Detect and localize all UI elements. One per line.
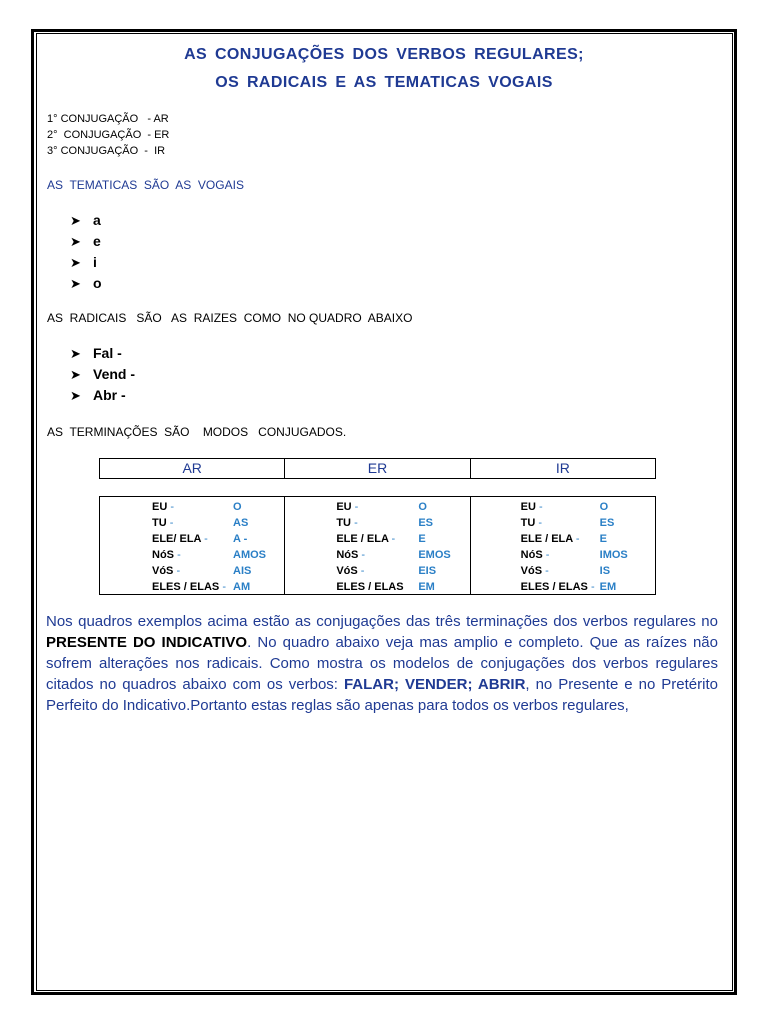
paragraph-text-2: . No quadro abaixo veja mas amplio e completo. Que as raízes não sofrem alterações nos radicais. Como mostra os modelos de conjugações dos verbos regulares citados no quadros abaixo com os verbos: bbox=[46, 634, 718, 693]
pronoun-dash: - bbox=[360, 565, 365, 577]
pronoun-text: NóS bbox=[520, 549, 543, 561]
paragraph-text-3: , no Presente e no Pretérito Perfeito do Indicativo.Portanto estas reglas são apenas para todos os verbos regulares, bbox=[46, 676, 718, 714]
pronoun-dash: - bbox=[545, 549, 550, 561]
conjugation-list bbox=[47, 111, 169, 159]
pronoun bbox=[521, 547, 550, 563]
verb-ending: O bbox=[418, 501, 427, 513]
pronoun-text: EU bbox=[152, 501, 168, 513]
arrow-bullet-icon: ➤ bbox=[70, 255, 81, 270]
table-row bbox=[285, 563, 469, 579]
pronoun bbox=[152, 547, 181, 563]
column-er bbox=[284, 497, 469, 594]
pronoun bbox=[521, 563, 549, 579]
verb-ending: O bbox=[233, 501, 242, 513]
table-row bbox=[285, 547, 469, 563]
pronoun-text: EU bbox=[520, 501, 536, 513]
pronoun-dash: - bbox=[204, 533, 208, 545]
pronoun-text: ELE/ ELA bbox=[152, 533, 202, 545]
verb-ending: AIS bbox=[233, 565, 252, 577]
table-row bbox=[471, 499, 655, 515]
pronoun-text: VóS bbox=[520, 565, 543, 577]
table-row bbox=[100, 531, 284, 547]
paragraph-bold-1: PRESENTE DO INDICATIVO bbox=[46, 634, 248, 651]
radicais-heading: AS RADICAIS SÃO AS RAIZES COMO NO QUADRO ABAIXO bbox=[47, 311, 413, 325]
pronoun bbox=[152, 531, 208, 547]
pronoun-text: VóS bbox=[152, 565, 174, 577]
pronoun-dash: - bbox=[169, 517, 174, 529]
conjugation-1: 1° CONJUGAÇÃO - AR bbox=[47, 113, 169, 125]
verb-ending: E bbox=[418, 533, 426, 545]
pronoun bbox=[521, 579, 595, 595]
table-row bbox=[285, 579, 469, 595]
pronoun bbox=[521, 499, 543, 515]
verb-ending: E bbox=[599, 533, 607, 545]
table-row bbox=[471, 579, 655, 595]
pronoun-dash: - bbox=[176, 565, 181, 577]
verb-ending: EMOS bbox=[418, 549, 451, 561]
document-title-line-2: OS RADICAIS E AS TEMATICAS VOGAIS bbox=[215, 74, 553, 91]
pronoun bbox=[336, 547, 365, 563]
column-ar bbox=[100, 497, 284, 594]
verb-ending: ES bbox=[599, 517, 615, 529]
explanation-paragraph bbox=[46, 611, 718, 716]
arrow-bullet-icon: ➤ bbox=[70, 234, 81, 249]
pronoun bbox=[521, 531, 580, 547]
list-item: ➤ Fal - bbox=[70, 343, 135, 364]
table-row bbox=[285, 499, 469, 515]
pronoun bbox=[152, 515, 173, 531]
pronoun bbox=[336, 531, 395, 547]
arrow-bullet-icon: ➤ bbox=[70, 388, 81, 403]
pronoun-text: TU bbox=[520, 517, 536, 529]
verb-ending: IMOS bbox=[599, 549, 628, 561]
terminacoes-heading: AS TERMINAÇÕES SÃO MODOS CONJUGADOS. bbox=[47, 425, 347, 439]
paragraph-text-1: Nos quadros exemplos acima estão as conjugações das três terminações dos verbos regulares no bbox=[46, 613, 718, 630]
pronoun-dash: - bbox=[538, 517, 543, 529]
arrow-bullet-icon: ➤ bbox=[70, 213, 81, 228]
arrow-bullet-icon: ➤ bbox=[70, 367, 81, 382]
table-row bbox=[100, 563, 284, 579]
pronoun bbox=[152, 563, 180, 579]
radicais-list bbox=[70, 343, 135, 406]
pronoun bbox=[152, 499, 174, 515]
verb-ending: IS bbox=[599, 565, 611, 577]
verb-ending: ES bbox=[418, 517, 434, 529]
table-row bbox=[471, 547, 655, 563]
pronoun-text: ELES / ELAS bbox=[520, 581, 588, 593]
list-item: ➤ o bbox=[70, 273, 102, 294]
pronoun-text: TU bbox=[152, 517, 167, 529]
table-row bbox=[100, 515, 284, 531]
conjugation-table bbox=[99, 496, 656, 595]
pronoun-dash: - bbox=[539, 501, 543, 513]
pronoun-dash: - bbox=[545, 565, 549, 577]
header-er: ER bbox=[284, 459, 469, 478]
conjugation-3: 3° CONJUGAÇÃO - IR bbox=[47, 145, 166, 157]
table-row bbox=[471, 515, 655, 531]
table-row bbox=[471, 563, 655, 579]
vogais-list bbox=[70, 210, 102, 294]
verb-ending: A - bbox=[233, 533, 248, 545]
header-ir: IR bbox=[470, 459, 655, 478]
pronoun bbox=[336, 515, 357, 531]
table-row bbox=[100, 547, 284, 563]
endings-header-table bbox=[99, 458, 656, 479]
pronoun-text: VóS bbox=[336, 565, 358, 577]
pronoun bbox=[336, 563, 364, 579]
pronoun-text: NóS bbox=[336, 549, 359, 561]
list-item: ➤ a bbox=[70, 210, 102, 231]
list-item: ➤ Abr - bbox=[70, 385, 135, 406]
arrow-bullet-icon: ➤ bbox=[70, 346, 81, 361]
pronoun bbox=[521, 515, 542, 531]
pronoun-text: ELES / ELAS bbox=[152, 581, 220, 593]
paragraph-bold-2: FALAR; VENDER; ABRIR bbox=[343, 676, 526, 693]
pronoun-text: ELE / ELA bbox=[520, 533, 573, 545]
column-ir bbox=[470, 497, 655, 594]
pronoun-dash: - bbox=[222, 581, 226, 593]
verb-ending: AMOS bbox=[233, 549, 266, 561]
pronoun-dash: - bbox=[590, 581, 595, 593]
pronoun-dash: - bbox=[361, 549, 366, 561]
pronoun-dash: - bbox=[354, 501, 359, 513]
header-ar: AR bbox=[182, 460, 202, 476]
pronoun-dash: - bbox=[391, 533, 396, 545]
verb-ending: EM bbox=[418, 581, 435, 593]
list-item: ➤ i bbox=[70, 252, 102, 273]
pronoun bbox=[336, 499, 358, 515]
pronoun-text: NóS bbox=[152, 549, 174, 561]
pronoun-dash: - bbox=[170, 501, 175, 513]
table-row bbox=[100, 579, 284, 595]
table-row bbox=[471, 531, 655, 547]
document-title-line-1: AS CONJUGAÇÕES DOS VERBOS REGULARES; bbox=[184, 46, 584, 63]
table-row bbox=[100, 499, 284, 515]
pronoun bbox=[152, 579, 226, 595]
table-row bbox=[285, 515, 469, 531]
pronoun-text: ELE / ELA bbox=[336, 533, 389, 545]
conjugation-2: 2° CONJUGAÇÃO - ER bbox=[47, 129, 170, 141]
pronoun-text: EU bbox=[336, 501, 352, 513]
pronoun-text: ELES / ELAS bbox=[336, 581, 404, 593]
pronoun-text: TU bbox=[336, 517, 351, 529]
list-item: ➤ Vend - bbox=[70, 364, 135, 385]
verb-ending: AM bbox=[233, 581, 251, 593]
pronoun-dash: - bbox=[575, 533, 580, 545]
pronoun bbox=[336, 579, 403, 595]
arrow-bullet-icon: ➤ bbox=[70, 276, 81, 291]
pronoun-dash: - bbox=[177, 549, 181, 561]
table-row bbox=[285, 531, 469, 547]
verb-ending: EIS bbox=[418, 565, 437, 577]
verb-ending: O bbox=[599, 501, 609, 513]
verb-ending: EM bbox=[599, 581, 617, 593]
pronoun-dash: - bbox=[354, 517, 358, 529]
tematicas-heading: AS TEMATICAS SÃO AS VOGAIS bbox=[47, 178, 244, 192]
verb-ending: AS bbox=[233, 517, 249, 529]
list-item: ➤ e bbox=[70, 231, 102, 252]
